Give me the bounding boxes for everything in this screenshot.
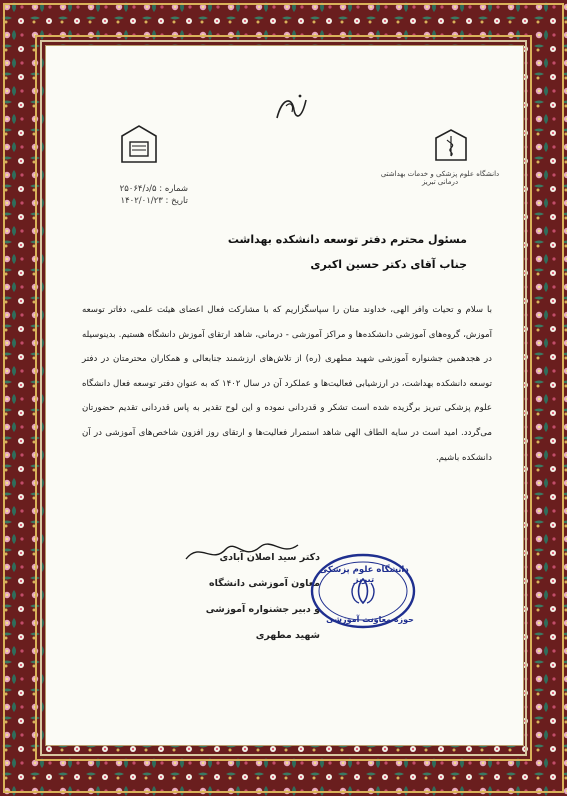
- date-value: ۱۴۰۲/۰۱/۲۳: [120, 196, 163, 206]
- ref-number-value: ۵/د/۲۵۰۶۴: [119, 184, 157, 194]
- date-row: [98, 195, 188, 207]
- letter-body: با سلام و تحیات وافر الهی، خداوند منان را سپاسگزاریم که با مشارکت فعال اعضای هیئت علمی، دفاتر توسعه آموزش، گروه‌های آموزشی دانشکده‌ها و مراکز آموزشی - درمانی، شاهد ارتقای آموزش دانشگاه هستیم. بدینوسیله در هجدهمین جشنواره آموزشی شهید مطهری (ره) از تلاش‌های ارزشمند جنابعالی و همکاران محترمتان در دفتر توسعه دانشکده بهداشت، در ارزشیابی فعالیت‌ها و عملکرد آن در سال ۱۴۰۲ که به عنوان دفتر توسعه فعال دانشگاه علوم پزشکی تبریز برگزیده شده است تشکر و قدردانی نموده و این لوح تقدیر به پاس قدردانی تقدیم حضورتان می‌گردد. امید است در سایه الطاف الهی شاهد استمرار فعالیت‌ها و ارتقای روز افزون شاخص‌های آموزشی در آن دانشکده باشیم.: [82, 305, 492, 463]
- signatory-title-1: معاون آموزشی دانشگاه: [208, 578, 320, 589]
- university-logo-icon: [430, 126, 472, 166]
- reference-block: [98, 183, 188, 207]
- stamp-university-name: دانشگاه علوم پزشکی تبریز: [319, 565, 409, 585]
- ref-number-label: شماره :: [159, 184, 188, 194]
- ref-number-row: [98, 183, 188, 195]
- signatory-block: [180, 545, 320, 649]
- stamp-department: حوزه معاونت آموزشی: [326, 615, 414, 624]
- recipient-name: جناب آقای دکتر حسین اکبری: [310, 258, 467, 271]
- university-caption: دانشگاه علوم پزشکی و خدمات بهداشتی درمانی تبریز: [380, 170, 500, 186]
- recipient-title: مسئول محترم دفتر توسعه دانشکده بهداشت: [227, 233, 467, 246]
- bismillah-calligraphy-icon: [272, 88, 312, 128]
- date-label: تاریخ :: [165, 196, 188, 206]
- signatory-title-2: و دبیر جشنواره آموزشی شهید مطهری: [205, 604, 320, 641]
- signatory-name: دکتر سید اصلان آبادی: [219, 552, 320, 563]
- festival-logo-icon: [118, 122, 160, 166]
